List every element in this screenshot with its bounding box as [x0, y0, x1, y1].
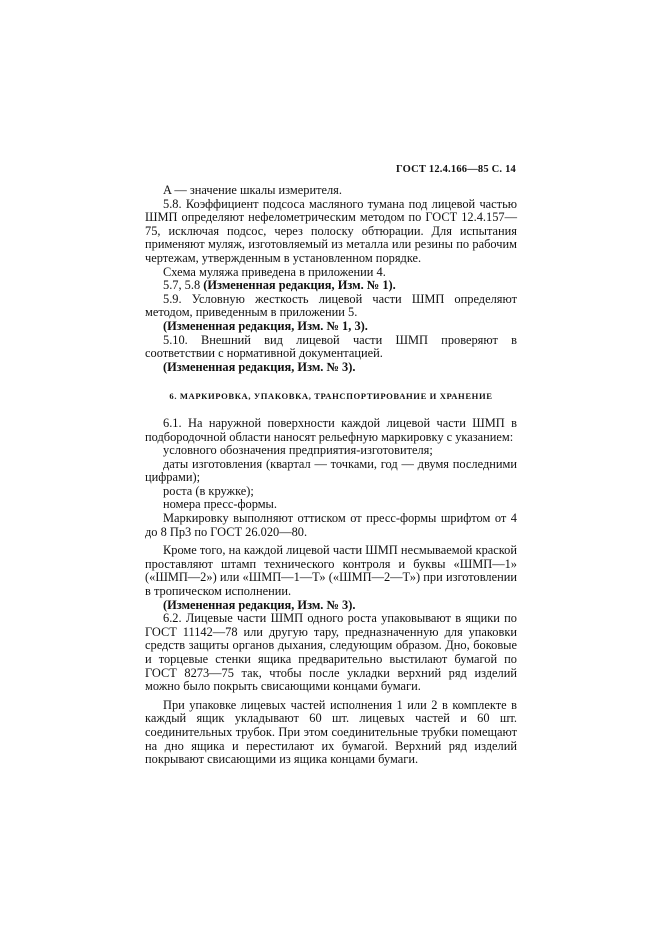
amendment-note-6-1: (Измененная редакция, Изм. № 3). — [163, 597, 356, 612]
document-body — [145, 184, 517, 767]
amendment-clauses: 5.7, 5.8 — [163, 278, 204, 293]
paragraph-formula-note: A — значение шкалы измерителя. — [163, 183, 342, 197]
paragraph-packing-set: При упаковке лицевых частей исполнения 1 или 2 в комплекте в каждый ящик укладывают 60 шт. лицевых частей и 60 шт. соединительных трубок. При этом соединительные трубки помещают на дно ящика и перестилают их бумагой. Верхний ряд изделий покрывают свисающими из ящика концами бумаги. — [145, 697, 517, 767]
amendment-note-5-9: (Измененная редакция, Изм. № 1, 3). — [163, 318, 368, 333]
page-header: ГОСТ 12.4.166—85 С. 14 — [395, 164, 516, 175]
list-item-size: роста (в кружке); — [163, 483, 254, 498]
paragraph-marking-font: Маркировку выполняют оттиском от пресс-формы шрифтом от 4 до 8 Пр3 по ГОСТ 26.020—80. — [145, 511, 517, 539]
list-item-manufacturer: условного обозначения предприятия-изготовителя; — [163, 443, 433, 458]
paragraph-amendment-5-7 — [145, 279, 517, 293]
paragraph-6-1: 6.1. На наружной поверхности каждой лицевой части ШМП в подбородочной области наносят рельефную маркировку с указанием: — [145, 415, 517, 444]
paragraph-mould-scheme: Схема муляжа приведена в приложении 4. — [163, 264, 386, 279]
list-item-mould-number: номера пресс-формы. — [163, 497, 277, 512]
paragraph-5-8: 5.8. Коэффициент подсоса масляного тумана под лицевой частью ШМП определяют нефелометрическим методом по ГОСТ 12.4.157—75, исключая подсос, через полоску обтюрации. Для испытания применяют муляж, изготовляемый из металла или резины по рабочим чертежам, утвержденным в установленном порядке. — [145, 196, 517, 265]
paragraph-5-9: 5.9. Условную жесткость лицевой части ШМП определяют методом, приведенным в приложении 5. — [145, 291, 517, 320]
paragraph-stamp: Кроме того, на каждой лицевой части ШМП несмываемой краской проставляют штамп технического контроля и буквы «ШМП—1» («ШМП—2») или «ШМП—1—Т» («ШМП—2—Т») при изготовлении в тропическом исполнении. — [145, 543, 517, 599]
paragraph-5-10: 5.10. Внешний вид лицевой части ШМП проверяют в соответствии с нормативной документацией. — [145, 332, 517, 361]
paragraph-6-2: 6.2. Лицевые части ШМП одного роста упаковывают в ящики по ГОСТ 11142—78 или другую тару, предназначенную для упаковки средств защиты органов дыхания, следующим образом. Дно, боковые и торцевые стенки ящика предварительно выстилают бумагой по ГОСТ 8273—75 так, чтобы после укладки верхний ряд изделий можно было покрыть свисающими концами бумаги. — [145, 611, 517, 694]
amendment-note-5-10: (Измененная редакция, Изм. № 3). — [163, 359, 356, 374]
list-item-date: даты изготовления (квартал — точками, год — двумя последними цифрами); — [145, 456, 517, 485]
amendment-note: (Измененная редакция, Изм. № 1). — [203, 278, 396, 293]
section-title: 6. МАРКИРОВКА, УПАКОВКА, ТРАНСПОРТИРОВАНИЕ И ХРАНЕНИЕ — [169, 391, 493, 402]
